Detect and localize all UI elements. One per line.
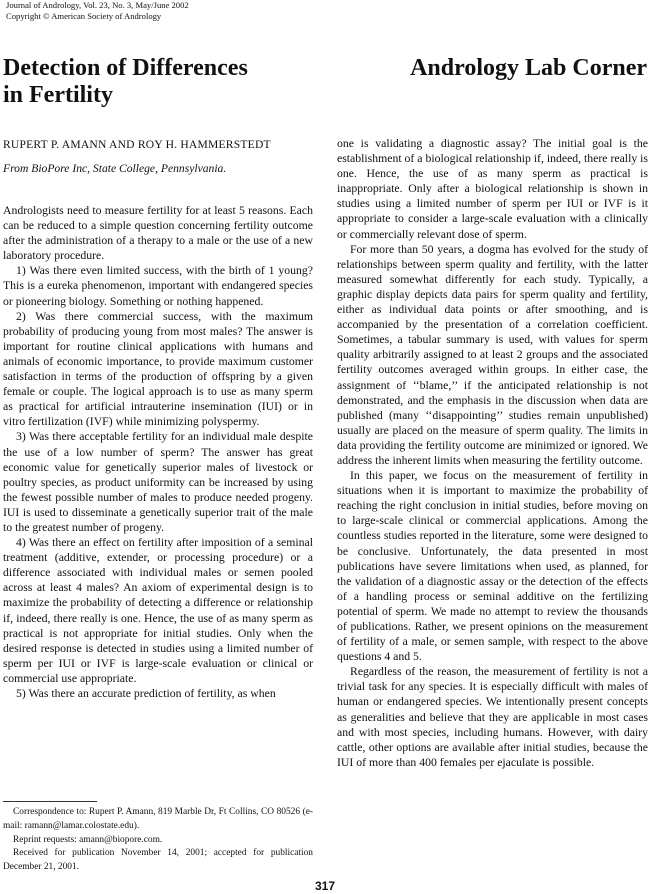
title-line-2: in Fertility — [3, 82, 113, 108]
right-column — [337, 136, 648, 770]
paragraph: Andrologists need to measure fertility for at least 5 reasons. Each can be reduced to a simple question concerning fertility outcome after the administration of a therapy to a male or the use of a new laboratory procedure. — [3, 204, 313, 263]
reprint-note: Reprint requests: amann@biopore.com. — [13, 834, 163, 845]
paragraph: one is validating a diagnostic assay? The initial goal is the establishment of a biological relationship if, indeed, there really is one. Hence, the use of as many sperm as practical is inappropriate. Only after a biological relationship is shown in studies using a limited number of sperm per IUI or IVF is it appropriate to consider a large-scale evaluation with a clinically or commercially relevant dose of sperm. — [337, 137, 648, 241]
left-column — [3, 203, 313, 701]
page-number: 317 — [314, 879, 336, 893]
journal-citation: Journal of Andrology, Vol. 23, No. 3, May/June 2002 — [6, 0, 189, 10]
paragraph: 4) Was there an effect on fertility after imposition of a seminal treatment (additive, extender, or processing procedure) or a difference associated with individual males or semen pooled across at least 4 males? An axiom of experimental design is to maximize the probability of detecting a difference or relationship if, indeed, there really is one. Hence, the use of as many sperm as practical is not appropriate for initial studies. Only when the desired response is detected in studies using a limited number of sperm per IUI or IVF is large-scale evaluation or clinical or commercial use appropriate. — [3, 536, 313, 685]
affiliation: From BioPore Inc, State College, Pennsylvania. — [3, 162, 227, 175]
received-note: Received for publication November 14, 2001; accepted for publication December 21, 2001. — [3, 848, 313, 873]
paragraph: 3) Was there acceptable fertility for an individual male despite the use of a low number of sperm? The answer has great economic value for genetically superior males of livestock or poultry species, as product uniformity can be increased by using the fewest possible number of males to produce needed progeny. IUI is used to disseminate a genetically superior trait of the male to the greatest number of progeny. — [3, 430, 313, 534]
section-heading: Andrology Lab Corner — [410, 55, 647, 81]
paragraph: 1) Was there even limited success, with the birth of 1 young? This is a eureka phenomenon, important with endangered species or pioneering biology. Something or nothing happened. — [3, 264, 313, 308]
author-list: RUPERT P. AMANN AND ROY H. HAMMERSTEDT — [3, 138, 271, 151]
journal-header — [6, 0, 189, 21]
paragraph: Regardless of the reason, the measurement of fertility is not a trivial task for any species. It is especially difficult with males of human or endangered species. We intentionally present concepts as generalities and believe that they are applicable in most cases and with most species, including humans. However, with dairy cattle, other options are available after initial studies, because the IUI of more than 400 females per ejaculate is possible. — [337, 665, 648, 769]
footnotes — [3, 806, 313, 875]
paragraph: For more than 50 years, a dogma has evolved for the study of relationships between sperm quality and fertility, with the latter measured somewhat differently for each study. Typically, a graphic display depicts data pairs for sperm quality and fertility, either as individual data points or after smoothing, and is accompanied by the presentation of a correlation coefficient. Sometimes, a tabular summary is used, with values for sperm quality arbitrarily assigned to at least 2 groups and the associated fertility outcomes averaged within groups. In either case, the assignment of ‘‘blame,’’ if the anticipated relationship is not demonstrated, and the emphasis in the discussion when data are published (many ‘‘disappointing’’ studies remain unpublished) usually are placed on the measure of sperm quality. The limits in data providing the fertility outcome are minimized or ignored. We address the inherent limits when measuring the fertility outcome. — [337, 242, 648, 467]
paragraph: 5) Was there an accurate prediction of fertility, as when — [16, 687, 276, 700]
article-title — [3, 55, 323, 109]
title-line-1: Detection of Differences — [3, 55, 248, 81]
correspondence-note: Correspondence to: Rupert P. Amann, 819 Marble Dr, Ft Collins, CO 80526 (e-mail: ramann@lamar.colostate.edu). — [3, 807, 313, 831]
footnote-rule — [3, 801, 97, 802]
copyright-line: Copyright © American Society of Andrology — [6, 10, 162, 21]
paragraph: In this paper, we focus on the measurement of fertility in situations when it is important to maximize the probability of reaching the right conclusion in initial studies, before moving on to large-scale clinical or commercial applications. Among the countless studies reported in the literature, some were designed to be conclusive. Unfortunately, the data presented in most publications have severe limitations when used, as planned, for the validation of a diagnostic assay or the detection of the effects of a handling process or seminal additive on the fertilizing potential of sperm. We made no attempt to review the thousands of publications. Rather, we present opinions on the measurement of fertility of a male, or semen sample, with respect to the above questions 4 and 5. — [337, 469, 648, 664]
paragraph: 2) Was there commercial success, with the maximum probability of producing young from most males? The answer is important for routine clinical applications with humans and animals of economic importance, to provide maximum customer satisfaction in terms of the production of offspring by a given female or couple. The logical approach is to use as many sperm as practical for artificial intrauterine insemination (IUI) or in vitro fertilization (IVF) while minimizing polyspermy. — [3, 309, 313, 429]
